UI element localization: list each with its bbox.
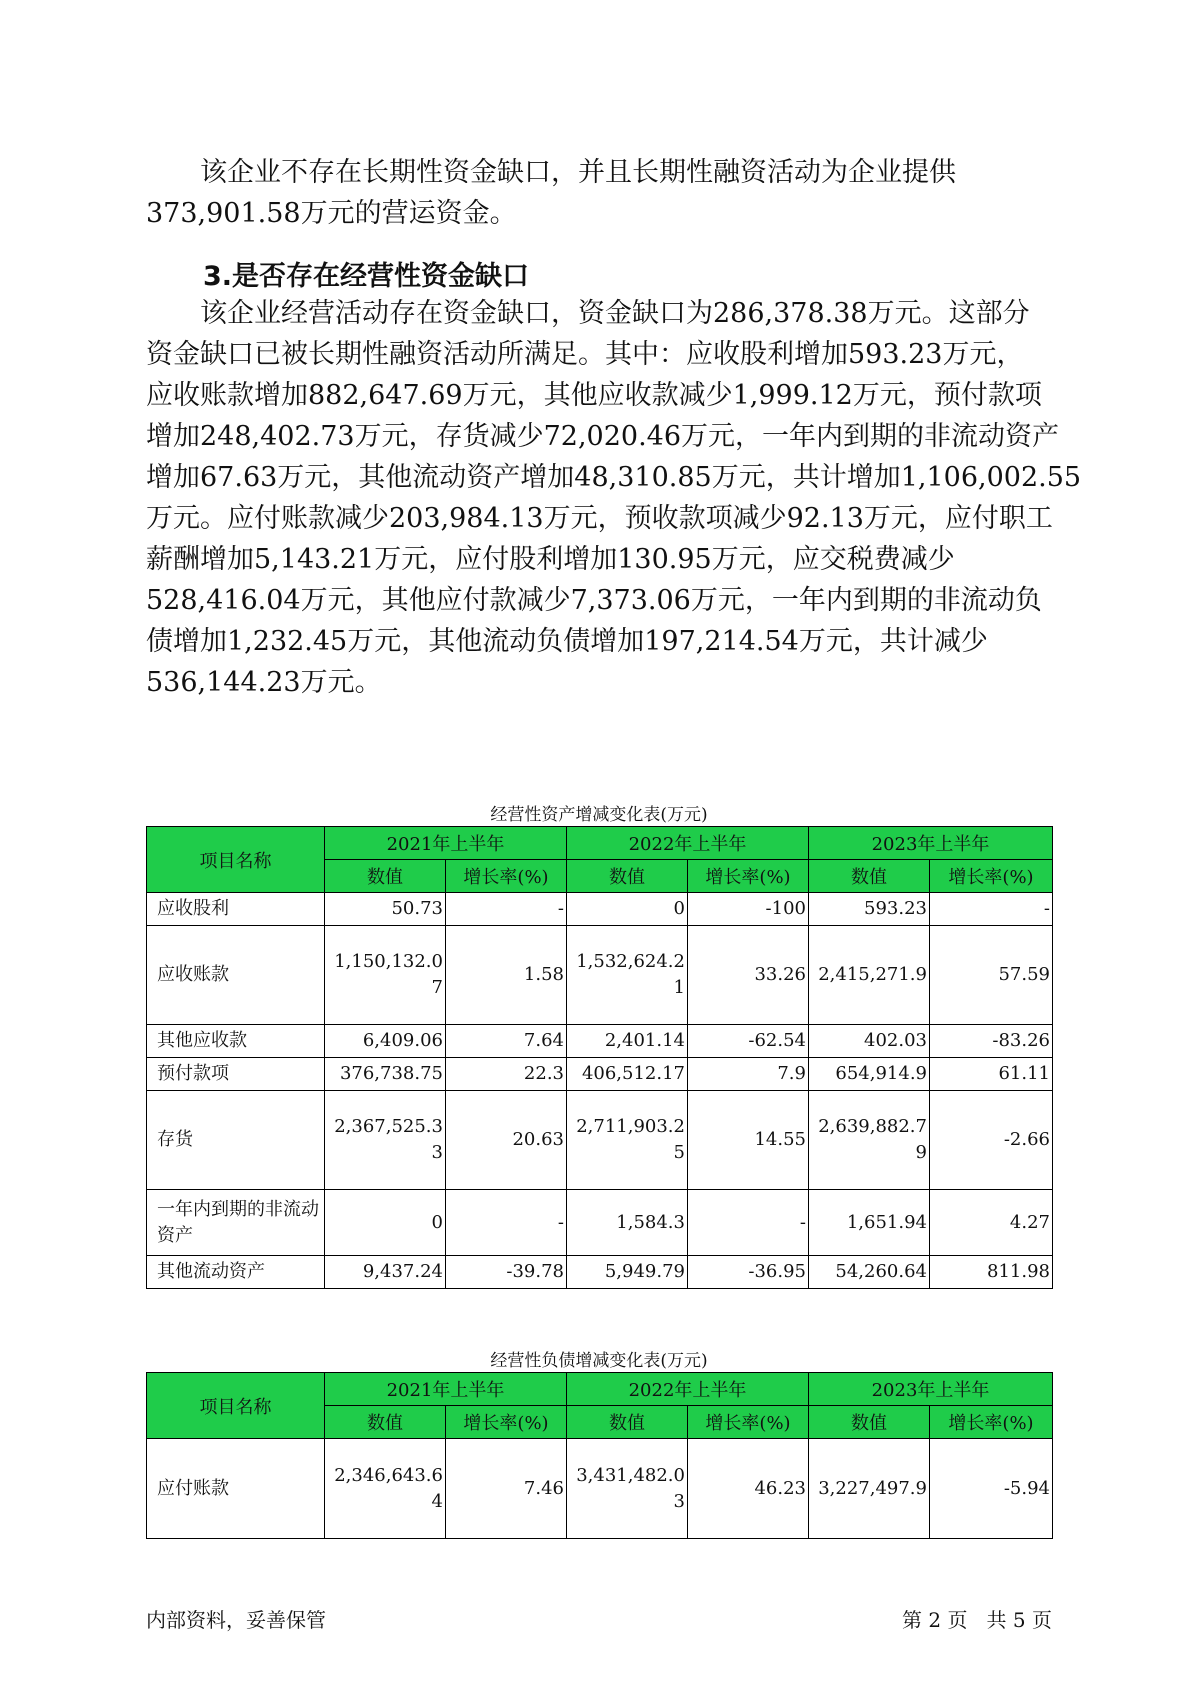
paragraph-line: 该企业经营活动存在资金缺口，资金缺口为286,378.38万元。这部分 bbox=[200, 298, 1030, 329]
paragraph-line: 薪酬增加5,143.21万元，应付股利增加130.95万元，应交税费减少 bbox=[146, 544, 955, 575]
row-name: 其他应收款 bbox=[147, 1025, 325, 1058]
cell-rate: - bbox=[446, 893, 567, 926]
table-row bbox=[147, 1439, 1053, 1539]
header-value: 数值 bbox=[809, 1406, 930, 1439]
table-row bbox=[147, 926, 1053, 1025]
table-row bbox=[147, 893, 1053, 926]
header-period-2021: 2021年上半年 bbox=[325, 1373, 567, 1406]
header-value: 数值 bbox=[567, 1406, 688, 1439]
cell-value: 654,914.9 bbox=[809, 1058, 930, 1091]
liability-table-caption: 经营性负债增减变化表(万元) bbox=[490, 1351, 708, 1371]
table-row bbox=[147, 1190, 1053, 1256]
header-growth-rate: 增长率(%) bbox=[688, 860, 809, 893]
row-name: 存货 bbox=[147, 1091, 325, 1190]
cell-rate: - bbox=[446, 1190, 567, 1256]
table-row bbox=[147, 1091, 1053, 1190]
row-name: 应收股利 bbox=[147, 893, 325, 926]
cell-value: 406,512.17 bbox=[567, 1058, 688, 1091]
paragraph-line: 增加67.63万元，其他流动资产增加48,310.85万元，共计增加1,106,002.55 bbox=[146, 462, 1082, 493]
table-row bbox=[147, 1058, 1053, 1091]
header-growth-rate: 增长率(%) bbox=[930, 1406, 1053, 1439]
cell-value: 1,584.3 bbox=[567, 1190, 688, 1256]
cell-rate: - bbox=[930, 893, 1053, 926]
cell-value: 376,738.75 bbox=[325, 1058, 446, 1091]
cell-value: 5,949.79 bbox=[567, 1256, 688, 1289]
cell-value: 2,415,271.9 bbox=[809, 926, 930, 1025]
paragraph-long-term-gap bbox=[146, 152, 1052, 234]
footer-confidential-note: 内部资料，妥善保管 bbox=[146, 1608, 326, 1632]
cell-value: 2,639,882.79 bbox=[809, 1091, 930, 1190]
cell-value: 9,437.24 bbox=[325, 1256, 446, 1289]
cell-rate: 7.9 bbox=[688, 1058, 809, 1091]
cell-value: 3,431,482.03 bbox=[567, 1439, 688, 1539]
header-value: 数值 bbox=[325, 860, 446, 893]
cell-rate: -36.95 bbox=[688, 1256, 809, 1289]
cell-value: 1,651.94 bbox=[809, 1190, 930, 1256]
header-growth-rate: 增长率(%) bbox=[446, 1406, 567, 1439]
cell-rate: 46.23 bbox=[688, 1439, 809, 1539]
header-period-2021: 2021年上半年 bbox=[325, 827, 567, 860]
paragraph-line: 增加248,402.73万元，存货减少72,020.46万元，一年内到期的非流动资产 bbox=[146, 421, 1060, 452]
cell-value: 2,401.14 bbox=[567, 1025, 688, 1058]
paragraph-line: 资金缺口已被长期性融资活动所满足。其中：应收股利增加593.23万元， bbox=[146, 339, 1024, 370]
row-name: 其他流动资产 bbox=[147, 1256, 325, 1289]
paragraph-line: 万元。应付账款减少203,984.13万元，预收款项减少92.13万元，应付职工 bbox=[146, 503, 1053, 534]
paragraph-operating-gap bbox=[146, 293, 1082, 703]
cell-rate: -39.78 bbox=[446, 1256, 567, 1289]
header-period-2022: 2022年上半年 bbox=[567, 827, 809, 860]
paragraph-line: 应收账款增加882,647.69万元，其他应收款减少1,999.12万元，预付款项 bbox=[146, 380, 1042, 411]
cell-value: 593.23 bbox=[809, 893, 930, 926]
header-period-2023: 2023年上半年 bbox=[809, 827, 1053, 860]
section-heading: 3.是否存在经营性资金缺口 bbox=[203, 261, 530, 292]
cell-rate: -100 bbox=[688, 893, 809, 926]
cell-rate: 22.3 bbox=[446, 1058, 567, 1091]
cell-value: 2,346,643.64 bbox=[325, 1439, 446, 1539]
footer-page-number: 第 2 页 共 5 页 bbox=[902, 1608, 1052, 1632]
cell-rate: 20.63 bbox=[446, 1091, 567, 1190]
cell-value: 2,367,525.33 bbox=[325, 1091, 446, 1190]
cell-value: 1,532,624.21 bbox=[567, 926, 688, 1025]
liability-change-table bbox=[146, 1372, 1053, 1539]
paragraph-line: 528,416.04万元，其他应付款减少7,373.06万元，一年内到期的非流动负 bbox=[146, 585, 1042, 616]
cell-rate: 1.58 bbox=[446, 926, 567, 1025]
cell-value: 0 bbox=[567, 893, 688, 926]
cell-rate: 811.98 bbox=[930, 1256, 1053, 1289]
header-growth-rate: 增长率(%) bbox=[446, 860, 567, 893]
cell-value: 402.03 bbox=[809, 1025, 930, 1058]
header-period-2023: 2023年上半年 bbox=[809, 1373, 1053, 1406]
cell-rate: 14.55 bbox=[688, 1091, 809, 1190]
asset-table-caption: 经营性资产增减变化表(万元) bbox=[490, 805, 708, 825]
cell-value: 3,227,497.9 bbox=[809, 1439, 930, 1539]
header-item-name: 项目名称 bbox=[147, 827, 325, 893]
cell-rate: - bbox=[688, 1190, 809, 1256]
cell-rate: -83.26 bbox=[930, 1025, 1053, 1058]
cell-value: 50.73 bbox=[325, 893, 446, 926]
row-name: 一年内到期的非流动资产 bbox=[147, 1190, 325, 1256]
table-row bbox=[147, 1256, 1053, 1289]
cell-value: 2,711,903.25 bbox=[567, 1091, 688, 1190]
header-growth-rate: 增长率(%) bbox=[688, 1406, 809, 1439]
cell-rate: -2.66 bbox=[930, 1091, 1053, 1190]
cell-rate: 7.46 bbox=[446, 1439, 567, 1539]
header-item-name: 项目名称 bbox=[147, 1373, 325, 1439]
row-name: 应付账款 bbox=[147, 1439, 325, 1539]
cell-value: 1,150,132.07 bbox=[325, 926, 446, 1025]
paragraph-line: 该企业不存在长期性资金缺口，并且长期性融资活动为企业提供 bbox=[200, 157, 956, 188]
table-row bbox=[147, 1025, 1053, 1058]
cell-rate: 4.27 bbox=[930, 1190, 1053, 1256]
cell-rate: 33.26 bbox=[688, 926, 809, 1025]
paragraph-line: 债增加1,232.45万元，其他流动负债增加197,214.54万元，共计减少 bbox=[146, 626, 988, 657]
cell-rate: -62.54 bbox=[688, 1025, 809, 1058]
header-value: 数值 bbox=[325, 1406, 446, 1439]
cell-value: 54,260.64 bbox=[809, 1256, 930, 1289]
header-period-2022: 2022年上半年 bbox=[567, 1373, 809, 1406]
header-value: 数值 bbox=[567, 860, 688, 893]
row-name: 预付款项 bbox=[147, 1058, 325, 1091]
header-growth-rate: 增长率(%) bbox=[930, 860, 1053, 893]
cell-rate: 61.11 bbox=[930, 1058, 1053, 1091]
cell-value: 0 bbox=[325, 1190, 446, 1256]
header-value: 数值 bbox=[809, 860, 930, 893]
cell-rate: 57.59 bbox=[930, 926, 1053, 1025]
paragraph-line: 373,901.58万元的营运资金。 bbox=[146, 198, 517, 229]
cell-rate: -5.94 bbox=[930, 1439, 1053, 1539]
paragraph-line: 536,144.23万元。 bbox=[146, 667, 382, 698]
row-name: 应收账款 bbox=[147, 926, 325, 1025]
asset-change-table bbox=[146, 826, 1053, 1289]
cell-value: 6,409.06 bbox=[325, 1025, 446, 1058]
cell-rate: 7.64 bbox=[446, 1025, 567, 1058]
